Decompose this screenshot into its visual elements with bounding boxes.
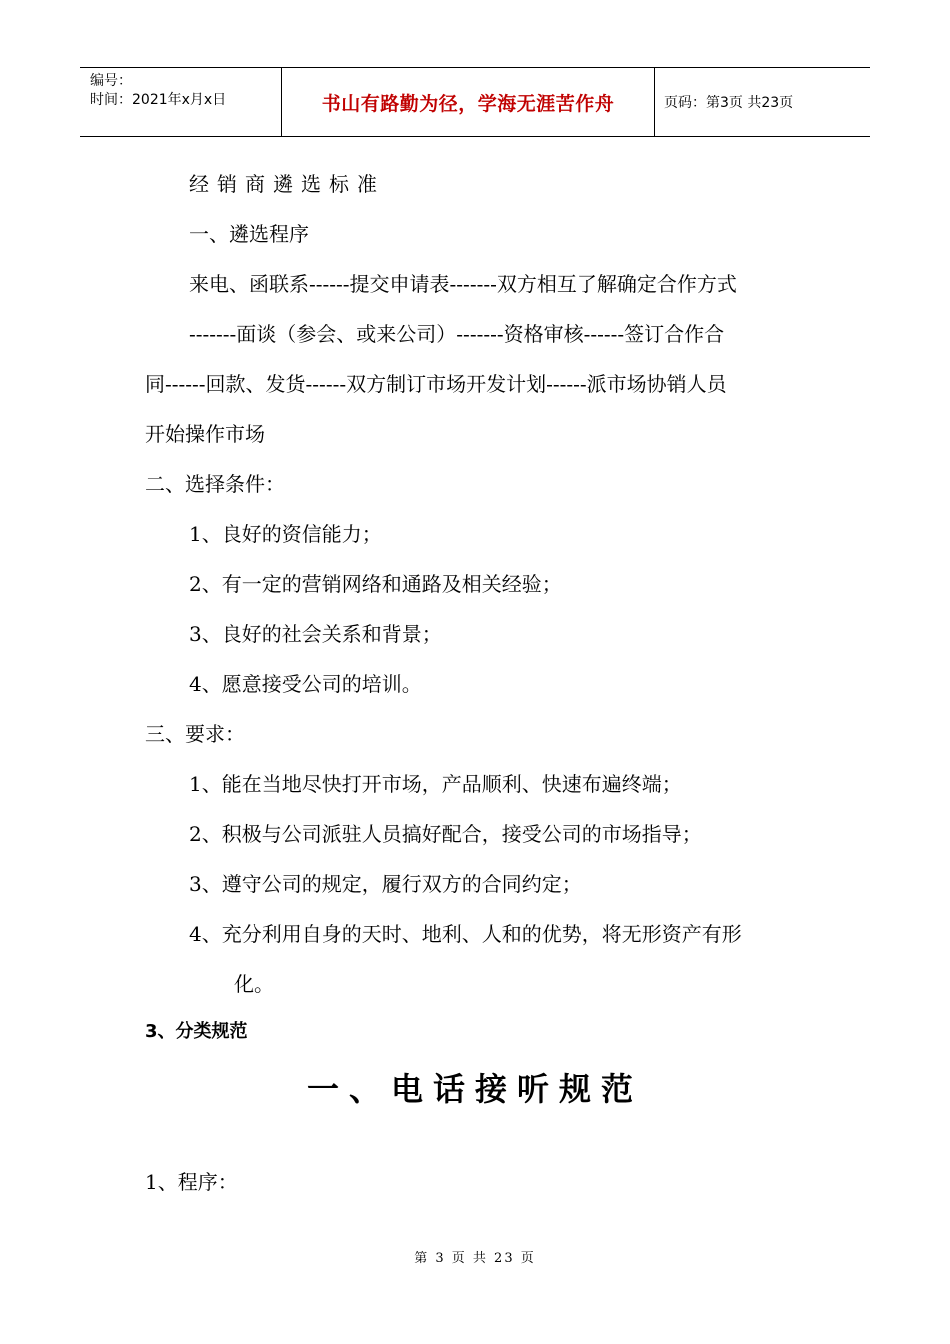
section3-heading: 三、要求： [145, 722, 245, 746]
condition-item: 2、有一定的营销网络和通路及相关经验； [189, 572, 562, 596]
requirement-item: 4、充分利用自身的天时、地利、人和的优势，将无形资产有形 [189, 922, 742, 946]
header-page-info: 页码：第3页 共23页 [664, 95, 794, 111]
header-meta [90, 72, 226, 110]
condition-item: 3、良好的社会关系和背景； [189, 622, 442, 646]
header-motto: 书山有路勤为径，学海无涯苦作舟 [321, 92, 615, 115]
condition-item: 1、良好的资信能力； [189, 522, 382, 546]
subsection-heading: 3、分类规范 [145, 1021, 248, 1042]
process-line: 同------回款、发货------双方制订市场开发计划------派市场协销人员 [145, 372, 727, 396]
requirement-item: 1、能在当地尽快打开市场，产品顺利、快速布遍终端； [189, 772, 682, 796]
document-header [80, 67, 870, 137]
header-divider-right [654, 68, 655, 136]
process-line: 开始操作市场 [145, 422, 265, 446]
section1-heading: 一、遴选程序 [189, 222, 309, 246]
process-line: 来电、函联系------提交申请表-------双方相互了解确定合作方式 [189, 272, 737, 296]
time-label: 时间：2021年x月x日 [90, 92, 227, 108]
procedure-heading: 1、程序： [145, 1170, 238, 1194]
section2-heading: 二、选择条件： [145, 472, 285, 496]
page-footer: 第 3 页 共 23 页 [414, 1251, 536, 1266]
requirement-item: 3、遵守公司的规定，履行双方的合同约定； [189, 872, 582, 896]
requirement-item: 2、积极与公司派驻人员搞好配合，接受公司的市场指导； [189, 822, 702, 846]
condition-item: 4、愿意接受公司的培训。 [189, 672, 422, 696]
process-line: -------面谈（参会、或来公司）-------资格审核------签订合作合 [189, 322, 725, 346]
document-title: 经销商遴选标准 [189, 172, 385, 196]
requirement-continuation: 化。 [234, 972, 274, 996]
number-label: 编号： [90, 73, 132, 89]
chapter-title: 一、电话接听规范 [306, 1070, 643, 1108]
